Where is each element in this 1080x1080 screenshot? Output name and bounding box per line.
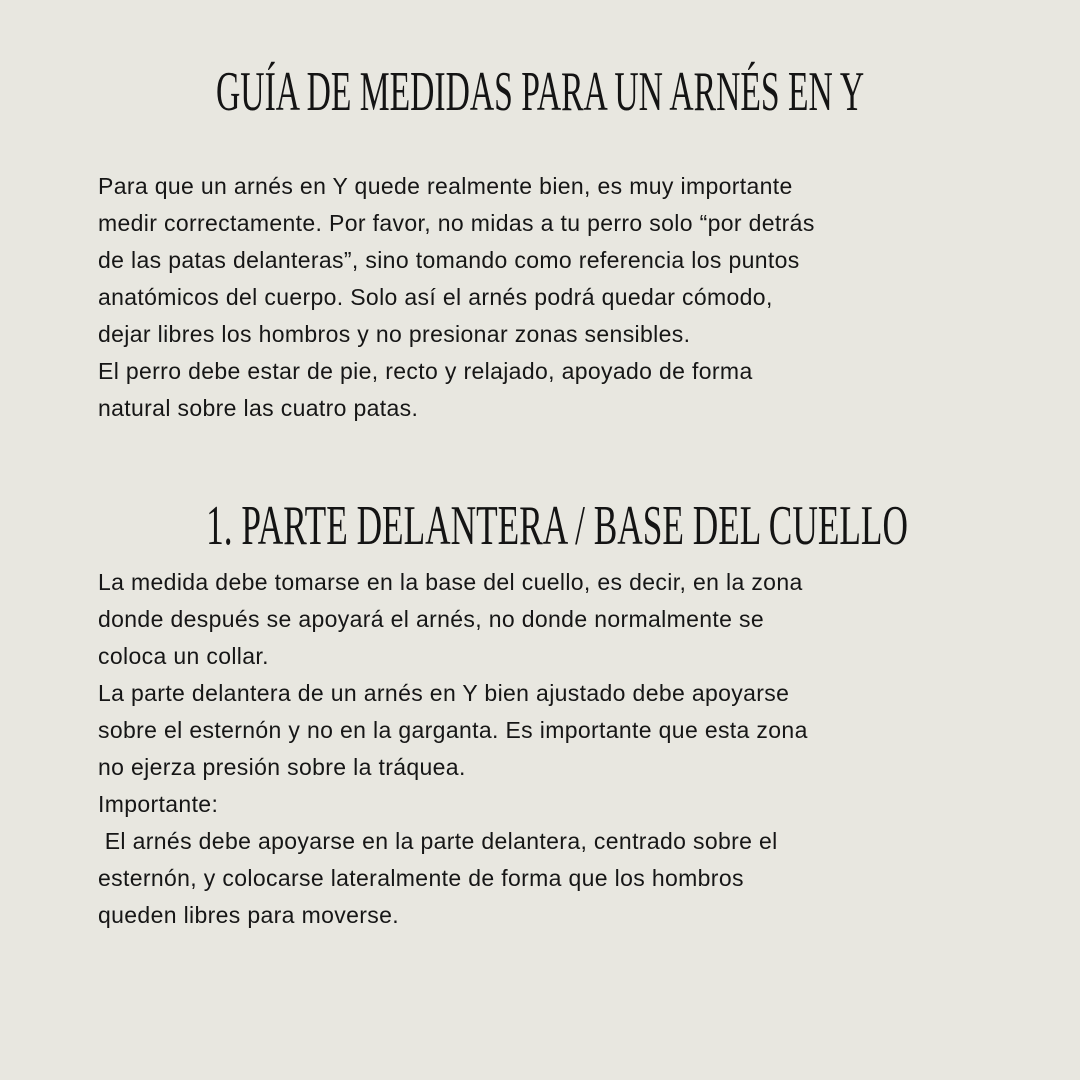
section-1-line: no ejerza presión sobre la tráquea. [98,754,466,780]
intro-line: medir correctamente. Por favor, no midas a tu perro solo “por detrás [98,210,815,236]
section-1-heading [0,495,1080,557]
intro-paragraph [98,168,998,427]
intro-line: Para que un arnés en Y quede realmente bien, es muy importante [98,173,793,199]
intro-line: dejar libres los hombros y no presionar zonas sensibles. [98,321,691,347]
important-label: Importante: [98,791,219,817]
intro-line: El perro debe estar de pie, recto y relajado, apoyado de forma [98,358,753,384]
page-title-text: GUÍA DE MEDIDAS PARA UN ARNÉS EN Y [216,61,865,123]
intro-line: natural sobre las cuatro patas. [98,395,419,421]
section-1-paragraph [98,564,998,934]
intro-line: de las patas delanteras”, sino tomando como referencia los puntos [98,247,800,273]
intro-line: anatómicos del cuerpo. Solo así el arnés podrá quedar cómodo, [98,284,773,310]
section-1-line: coloca un collar. [98,643,269,669]
section-1-line: sobre el esternón y no en la garganta. Es importante que esta zona [98,717,808,743]
section-1-heading-text: 1. PARTE DELANTERA / BASE DEL CUELLO [206,495,908,557]
section-1-line: donde después se apoyará el arnés, no donde normalmente se [98,606,765,632]
page-title [0,61,1080,123]
section-1-line: La parte delantera de un arnés en Y bien ajustado debe apoyarse [98,680,790,706]
section-1-line: queden libres para moverse. [98,902,399,928]
section-1-line: El arnés debe apoyarse en la parte delantera, centrado sobre el [98,828,778,854]
section-1-line: La medida debe tomarse en la base del cuello, es decir, en la zona [98,569,803,595]
section-1-line: esternón, y colocarse lateralmente de forma que los hombros [98,865,744,891]
